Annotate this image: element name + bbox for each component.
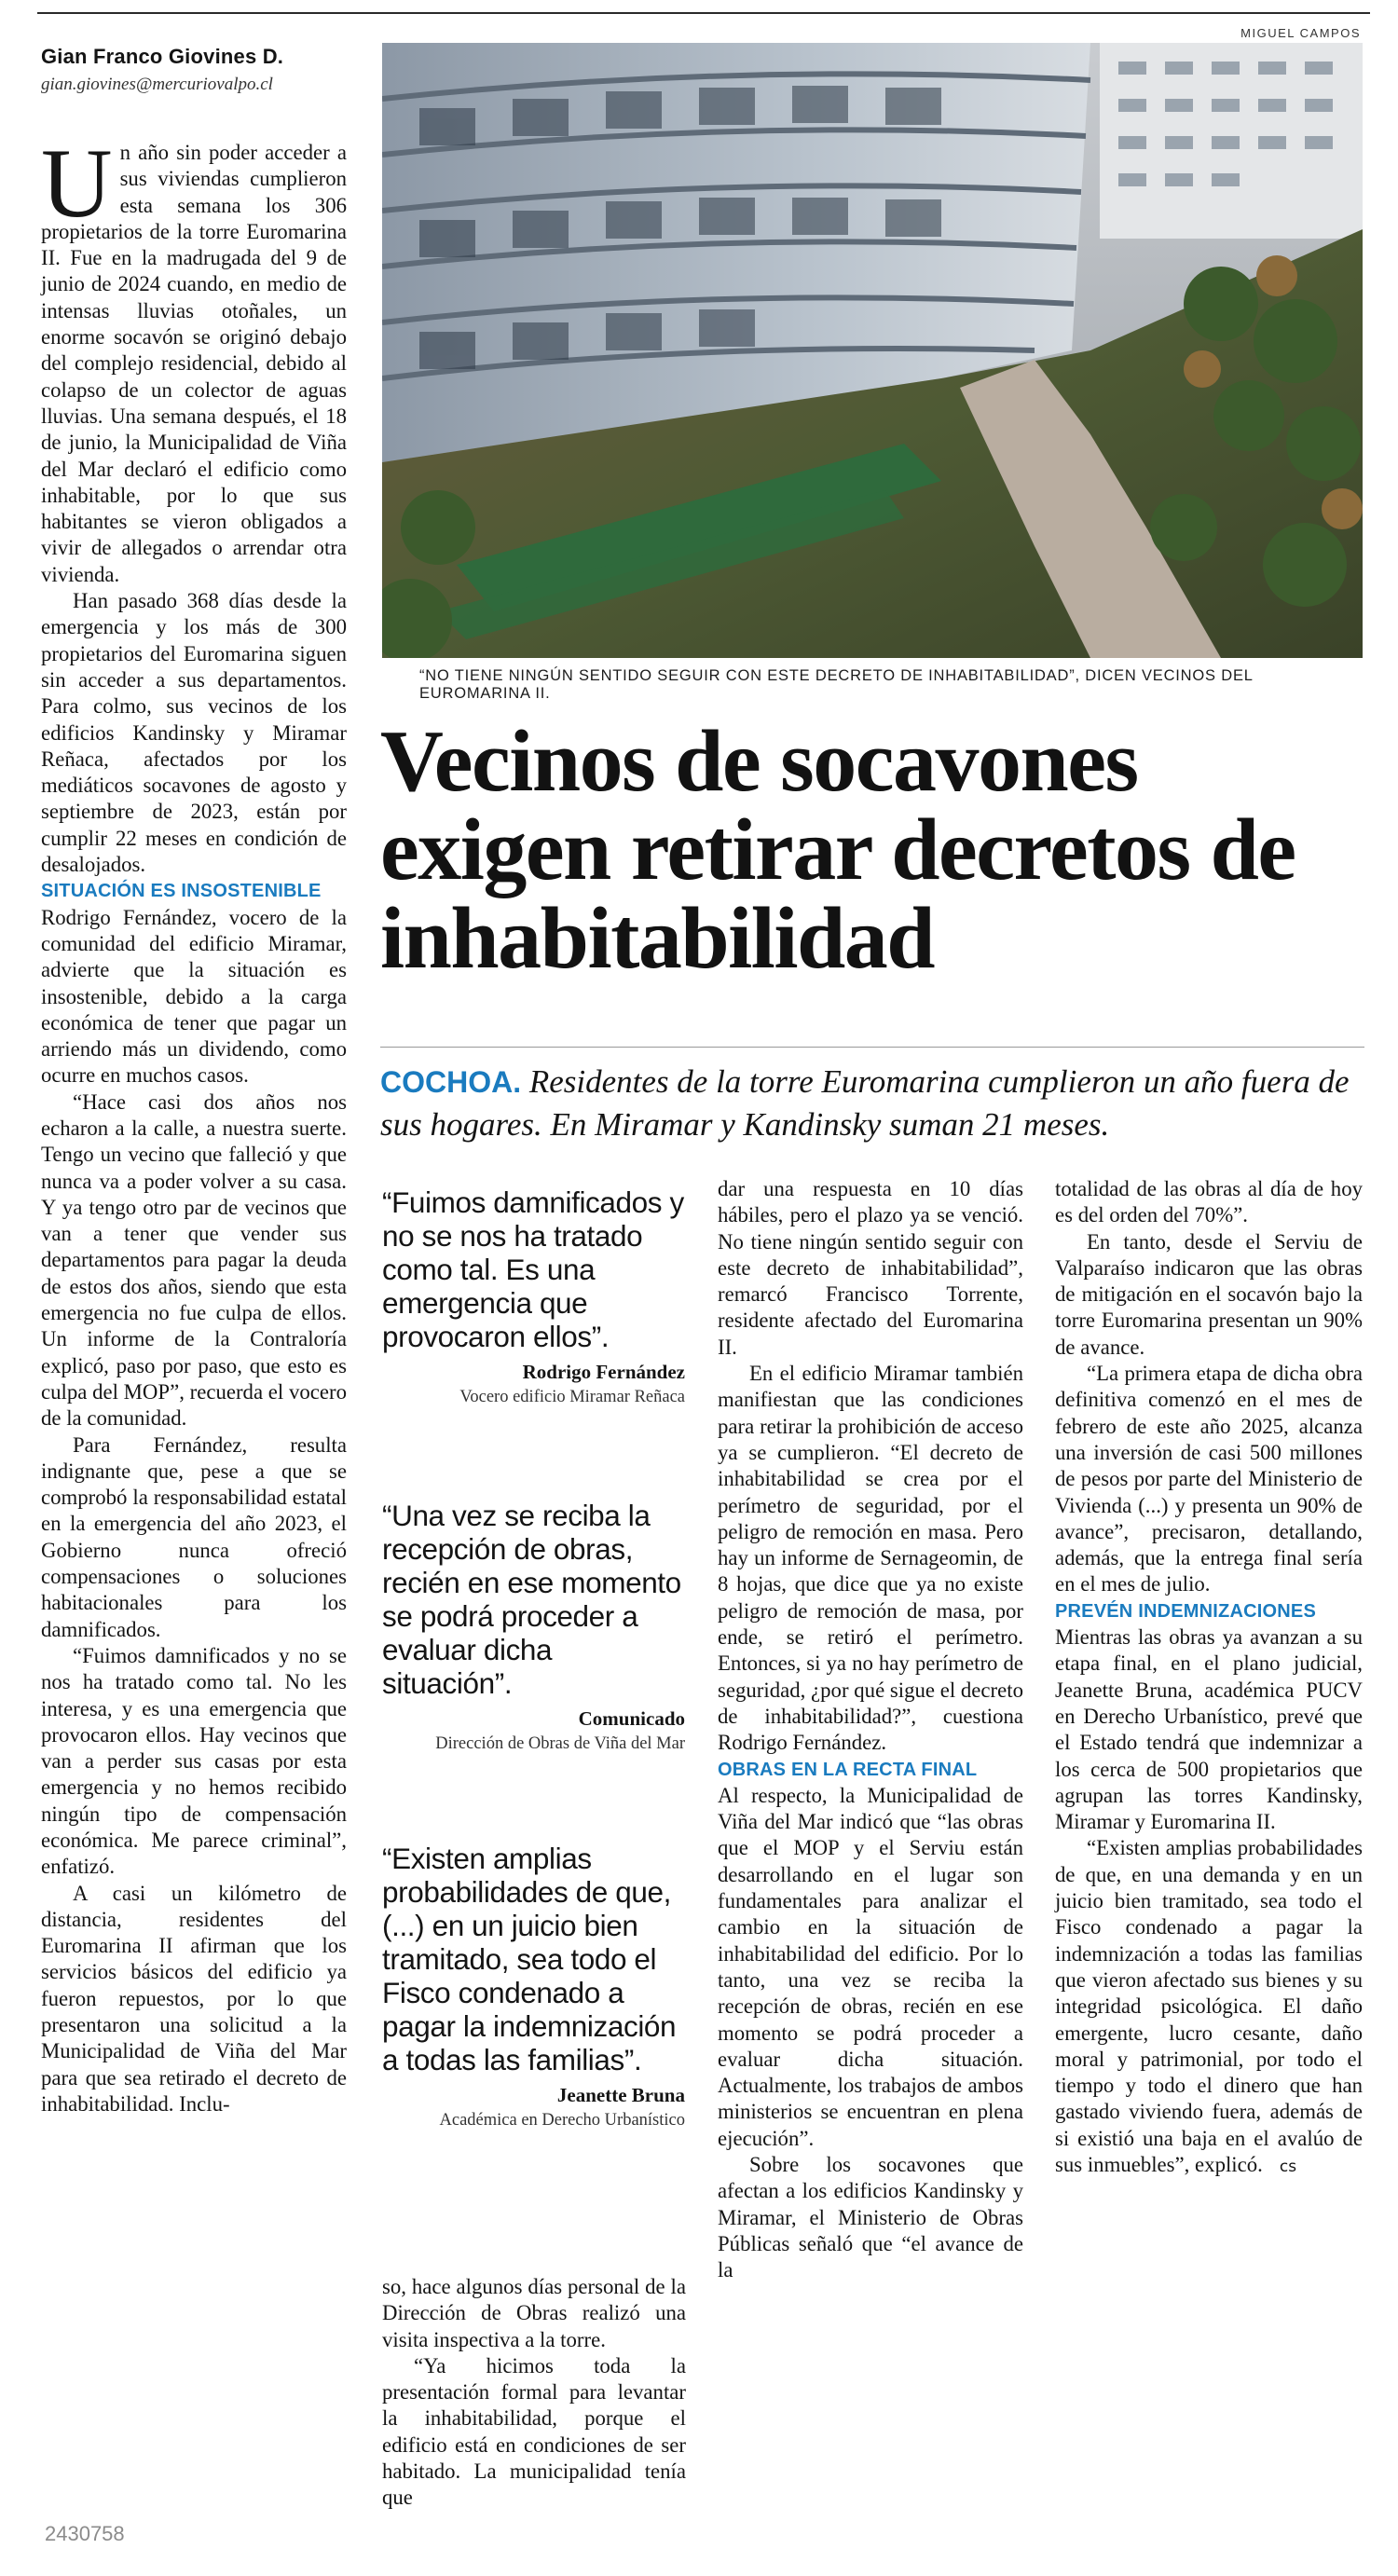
building-photo — [382, 43, 1363, 658]
paragraph: totalidad de las obras al día de hoy es del orden del 70%”. — [1055, 1177, 1363, 1227]
archive-stamp: 2430758 — [45, 2522, 125, 2545]
paragraph: “Ya hicimos toda la presentación formal para levantar la inhabitabilidad, porque el edificio está en condiciones de ser habitado. La municipalidad tenía que — [382, 2353, 686, 2510]
quote-role: Académica en Derecho Urbanístico — [439, 2111, 685, 2130]
byline — [41, 45, 349, 95]
headline: Vecinos de socavones exigen retirar decretos de inhabitabilidad — [380, 713, 1295, 987]
paragraph: En tanto, desde el Serviu de Valparaíso indicaron que las obras de mitigación en el socavón bajo la torre Euromarina presentan un 90% de avance. — [1055, 1229, 1363, 1359]
paragraph: “Fuimos damnificados y no se nos ha tratado como tal. No les interesa, y es una emergencia que provocaron ellos. Hay vecinos que van a perder sus casas por esta emergencia y no hemos recibido ningún tipo de compensación económica. Me parece criminal”, enfatizó. — [41, 1643, 347, 1879]
column-4 — [1055, 1176, 1363, 2180]
paragraph: “La primera etapa de dicha obra definitiva comenzó en el mes de febrero de este año 2025, alcanza una inversión de casi 500 millones de pesos por parte del Ministerio de Vivienda (...) y presenta un 90% de avance”, precisaron, detallando, además, que la entrega final sería en el mes de julio. — [1055, 1362, 1363, 1596]
photo-credit: MIGUEL CAMPOS — [1240, 26, 1361, 40]
closing-text: “Existen amplias probabilidades de que, en una demanda y en un juicio bien tramitado, sea todo el Fisco condenado a pagar la indemnización a todas las familias que vieron afectado sus bienes y su integridad psicológica. El daño emergente, lucro cesante, daño moral y patrimonial, por todo el tiempo y todo el dinero que han gastado viviendo fuera, además de si existió una baja en el avalúo de sus inmuebles”, explicó. — [1055, 1836, 1363, 2176]
deck — [380, 1061, 1368, 1145]
paragraph: Rodrigo Fernández, vocero de la comunidad del edificio Miramar, advierte que la situación es insostenible, debido a la carga económica de tener que pagar un arriendo más un dividendo, como ocurre en muchos casos. — [41, 905, 347, 1088]
column-3 — [718, 1176, 1023, 2283]
paragraph: “Hace casi dos años nos echaron a la calle, a nuestra suerte. Tengo un vecino que falleció y que nunca va a poder volver a su casa. Y ya tengo otro par de vecinos que van a tener que vender sus departamentos para pagar la deuda de estos dos años, siendo que esta emergencia no fue culpa de ellos. Un informe de la Contraloría explicó, paso por paso, que esto es culpa del MOP”, recuerda el vocero de la comunidad. — [41, 1089, 347, 1431]
quote-text: “Existen amplias probabilidades de que, (...) en un juicio bien tramitado, sea todo el Fisco condenado a pagar la indemnización a todas las familias”. — [382, 1842, 677, 2076]
quote-role: Vocero edificio Miramar Reñaca — [459, 1388, 685, 1406]
top-rule — [37, 12, 1370, 14]
paragraph: Han pasado 368 días desde la emergencia y los más de 300 propietarios del Euromarina siguen sin acceder a sus departamentos. Para colmo, sus vecinos de los edificios Kandinsky y Miramar Reñaca, afectados por los mediáticos socavones de agosto y septiembre de 2023, están por cumplir 22 meses en condición de desalojados. — [41, 589, 347, 877]
lead-paragraph — [41, 129, 347, 588]
author-name: Gian Franco Giovines D. — [41, 45, 284, 68]
quote-text: “Una vez se reciba la recepción de obras, recién en ese momento se podrá proceder a evaluar dicha situación”. — [382, 1499, 681, 1700]
quote-author: Rodrigo Fernández — [522, 1361, 685, 1383]
paragraph — [1055, 1835, 1363, 2180]
deck-kicker: COCHOA. — [380, 1065, 522, 1099]
pull-quote — [382, 1499, 685, 1754]
paragraph: Mientras las obras ya avanzan a su etapa final, en el plano judicial, Jeanette Bruna, académica PUCV en Derecho Urbanístico, prevé que el Estado tendrá que indemnizar a los cerca de 500 propietarios que agrupan las torres Kandinsky, Miramar y Euromarina II. — [1055, 1625, 1363, 1834]
column-2-bottom — [382, 2274, 686, 2512]
paragraph: En el edificio Miramar también manifiestan que las condiciones para retirar la prohibición de acceso ya se cumplieron. “El decreto de inhabitabilidad se crea por el perímetro de seguridad, por el peligro de remoción en masa. Pero hay un informe de Sernageomin, de 8 hojas, que dice que ya no existe peligro de remoción de masa, por ende, se retiró el perímetro. Entonces, si ya no hay perímetro de seguridad, ¿por qué sigue el decreto de inhabitabilidad?”, cuestiona Rodrigo Fernández. — [718, 1362, 1023, 1755]
lead-text: n año sin poder acceder a sus viviendas cumplieron esta semana los 306 propietarios de la torre Euromarina II. Fue en la madrugada del 9 de junio de 2024 cuando, en medio de intensas lluvias otoñales, un enorme socavón se originó debajo del complejo residencial, debido al colapso de un colector de aguas lluvias. Una semana después, el 18 de junio, la Municipalidad de Viña del Mar declaró el edificio como inhabitable, por lo que sus habitantes se vieron obligados a vivir de allegados o arrendar otra vivienda. — [41, 141, 347, 586]
quote-author: Comunicado — [578, 1707, 685, 1730]
paragraph: A casi un kilómetro de distancia, residentes del Euromarina II afirman que los servicios básicos del edificio ya fueron repuestos, por lo que presentaron una solicitud a la Municipalidad de Viña del Mar para que sea retirado el decreto de inhabitabilidad. Inclu- — [41, 1881, 347, 2116]
author-email[interactable]: gian.giovines@mercuriovalpo.cl — [41, 75, 273, 94]
pull-quote — [382, 1185, 685, 1407]
subhead-indemnizaciones: PREVÉN INDEMNIZACIONES — [1055, 1600, 1316, 1622]
paragraph: Al respecto, la Municipalidad de Viña del Mar indicó que “las obras que el MOP y el Serviu están desarrollando en el lugar son fundamentales para analizar el cambio en la situación de inhabitabilidad del edificio. Por lo tanto, una vez se reciba la recepción de obras, recién en ese momento se podrá proceder a evaluar dicha situación. Actualmente, los trabajos de ambos ministerios se encuentran en plena ejecución”. — [718, 1783, 1023, 2150]
quote-author: Jeanette Bruna — [556, 2084, 685, 2106]
paragraph: so, hace algunos días personal de la Dirección de Obras realizó una visita inspectiva a la torre. — [382, 2275, 686, 2351]
dropcap: U — [41, 129, 113, 238]
deck-rule — [380, 1047, 1364, 1048]
quote-text: “Fuimos damnificados y no se nos ha tratado como tal. Es una emergencia que provocaron ellos”. — [382, 1185, 684, 1353]
subhead-situacion: SITUACIÓN ES INSOSTENIBLE — [41, 881, 322, 902]
deck-text: Residentes de la torre Euromarina cumplieron un año fuera de sus hogares. En Miramar y Kandinsky suman 21 meses. — [380, 1063, 1350, 1143]
paragraph: dar una respuesta en 10 días hábiles, pero el plazo ya se venció. No tiene ningún sentido seguir con este decreto de inhabitabilidad”, remarcó Francisco Torrente, residente afectado del Euromarina II. — [718, 1177, 1023, 1359]
paragraph: Sobre los socavones que afectan a los edificios Kandinsky y Miramar, el Ministerio de Obras Públicas señaló que “el avance de la — [718, 2152, 1023, 2282]
pull-quote — [382, 1842, 685, 2131]
column-1 — [41, 129, 347, 2117]
quote-role: Dirección de Obras de Viña del Mar — [435, 1734, 685, 1753]
end-mark: cs — [1279, 2157, 1297, 2176]
paragraph: Para Fernández, resulta indignante que, pese a que se comprobó la responsabilidad estatal en la emergencia del año 2023, el Gobierno nunca ofreció compensaciones o soluciones habitacionales para los damnificados. — [41, 1432, 347, 1641]
photo-caption: “NO TIENE NINGÚN SENTIDO SEGUIR CON ESTE DECRETO DE INHABITABILIDAD”, DICEN VECINOS DEL EUROMARINA II. — [419, 667, 1254, 702]
subhead-obras: OBRAS EN LA RECTA FINAL — [718, 1759, 978, 1780]
